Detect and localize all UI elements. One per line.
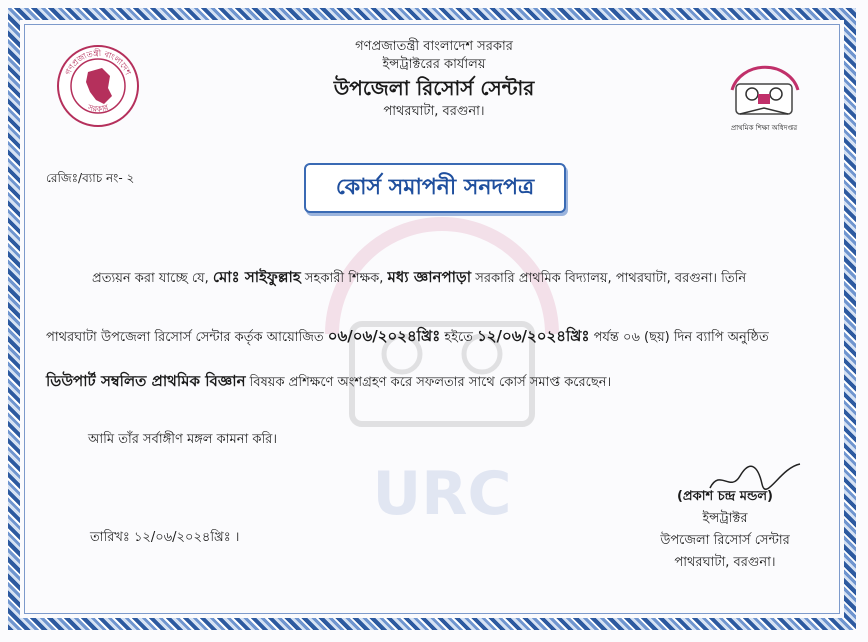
issue-date: তারিখঃ ১২/০৬/২০২৪খ্রিঃ ।	[90, 530, 240, 545]
body-line-1	[92, 266, 826, 291]
signatory-title: ইন্সট্রাক্টর	[702, 511, 748, 526]
start-date: ০৬/০৬/২০২৪খ্রিঃ	[327, 327, 441, 345]
school-name: মধ্য জ্ঞানপাড়া	[387, 268, 472, 286]
signatory-block	[620, 486, 830, 574]
closing-wish: আমি তাঁর সর্বাঙ্গীণ মঙ্গল কামনা করি।	[88, 432, 277, 447]
body-line-3	[46, 370, 826, 395]
body-text: সরকারি প্রাথমিক বিদ্যালয়, পাথরঘাটা, বরগুনা। তিনি	[471, 271, 747, 286]
header-line-4: পাথরঘাটা, বরগুনা।	[383, 104, 485, 119]
body-text: হইতে	[440, 330, 478, 345]
header-line-2: ইন্সট্রাক্টরের কার্যালয়	[382, 57, 486, 72]
logo-caption: প্রাথমিক শিক্ষা অধিদপ্তর	[730, 124, 798, 132]
body-text: পাথরঘাটা উপজেলা রিসোর্স সেন্টার কর্তৃক আয়োজিত	[46, 330, 328, 345]
signatory-name: (প্রকাশ চন্দ্র মন্ডল)	[676, 489, 773, 504]
signatory-office: উপজেলা রিসোর্স সেন্টার	[660, 533, 790, 548]
header-line-1: গণপ্রজাতন্ত্রী বাংলাদেশ সরকার	[355, 39, 513, 54]
end-date: ১২/০৬/২০২৪খ্রিঃ	[477, 327, 590, 345]
certificate-title: কোর্স সমাপনী সনদপত্র	[304, 163, 566, 213]
signatory-location: পাথরঘাটা, বরগুনা।	[674, 555, 776, 570]
body-text: প্রত্যয়ন করা যাচ্ছে যে,	[92, 271, 213, 286]
body-text: বিষয়ক প্রশিক্ষণে অংশগ্রহণ করে সফলতার সাথে কোর্স সমাপ্ত করেছেন।	[245, 375, 612, 390]
body-text: পর্যন্ত ০৬ (ছয়) দিন ব্যাপি অনুষ্ঠিত	[589, 330, 769, 345]
education-logo-icon	[718, 50, 810, 136]
seal-bottom-text: সরকার	[86, 102, 110, 114]
body-text: সহকারী শিক্ষক,	[300, 271, 388, 286]
recipient-name: মোঃ সাইফুল্লাহ	[212, 268, 301, 286]
seal-top-text: গণপ্রজাতন্ত্রী বাংলাদেশ	[63, 48, 133, 77]
watermark-text: URC	[372, 459, 512, 529]
header-line-3: উপজেলা রিসোর্স সেন্টার	[333, 76, 535, 100]
registration-number: রেজিঃ/ব্যাচ নং- ২	[46, 171, 135, 185]
course-name: ডিউপার্ট সম্বলিত প্রাথমিক বিজ্ঞান	[46, 372, 246, 390]
body-line-2	[46, 325, 826, 350]
